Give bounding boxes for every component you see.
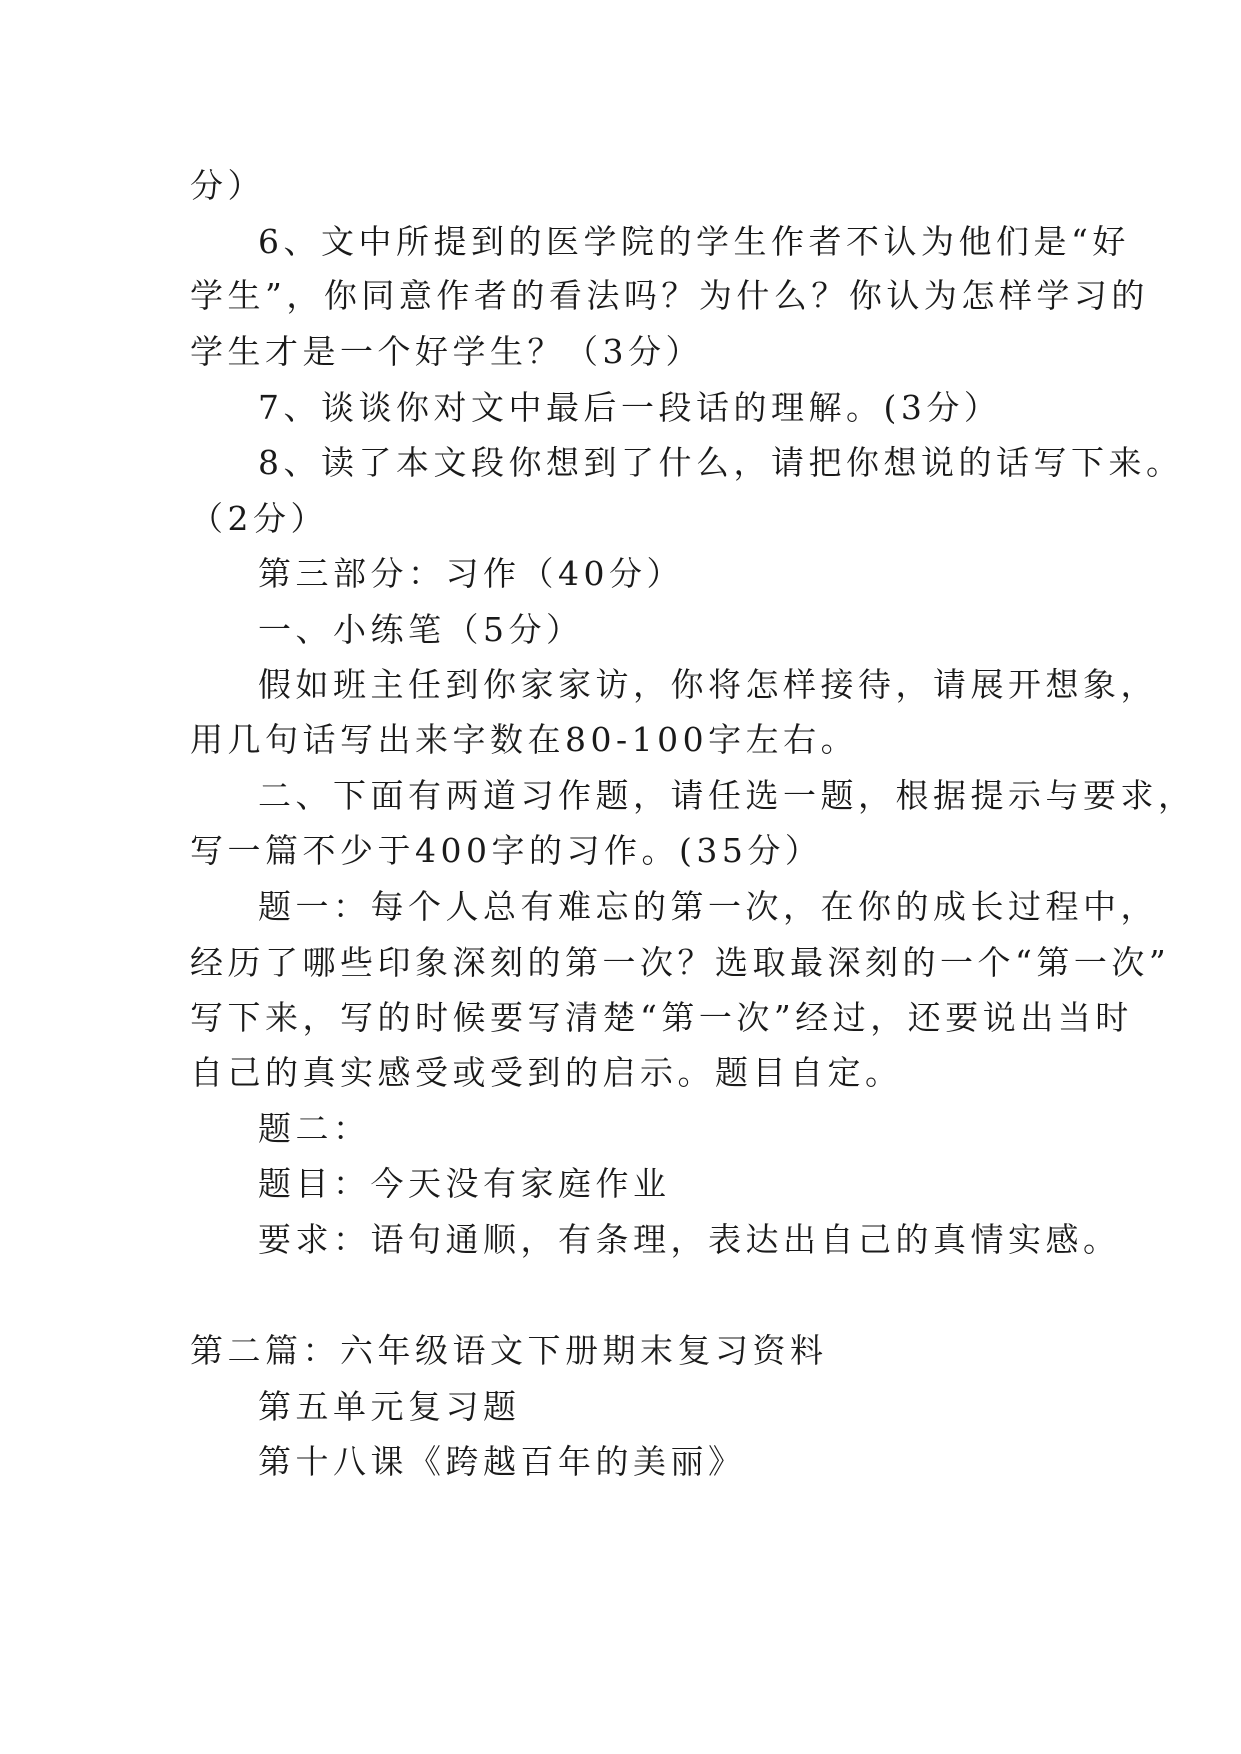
question-7: 7、谈谈你对文中最后一段话的理解。(3分）	[258, 388, 1002, 427]
topic-2-title: 题目：今天没有家庭作业	[258, 1164, 671, 1203]
exercise-1-line-2: 用几句话写出来字数在80-100字左右。	[190, 720, 859, 759]
question-6-line-2: 学生”，你同意作者的看法吗？为什么？你认为怎样学习的	[190, 276, 1149, 315]
topic-2-heading: 题二：	[258, 1109, 371, 1148]
topic-1-line-1: 题一：每个人总有难忘的第一次，在你的成长过程中，	[258, 887, 1158, 926]
topic-2-requirements: 要求：语句通顺，有条理，表达出自己的真情实感。	[258, 1220, 1121, 1259]
topic-1-line-3: 写下来，写的时候要写清楚“第一次”经过，还要说出当时	[190, 998, 1133, 1037]
subsection-heading-1: 一、小练笔（5分）	[258, 610, 584, 649]
question-6-line-3: 学生才是一个好学生？（3分）	[190, 332, 703, 371]
question-8-line-2: （2分）	[190, 499, 328, 538]
subsection-heading-2-line-2: 写一篇不少于400字的习作。(35分）	[190, 831, 823, 870]
text-line: 分）	[190, 166, 265, 205]
question-8-line-1: 8、读了本文段你想到了什么，请把你想说的话写下来。	[258, 443, 1184, 482]
unit-heading: 第五单元复习题	[258, 1387, 521, 1426]
article-title: 第二篇：六年级语文下册期末复习资料	[190, 1331, 828, 1370]
question-6-line-1: 6、文中所提到的医学院的学生作者不认为他们是“好	[258, 222, 1130, 261]
section-heading-part-3: 第三部分：习作（40分）	[258, 554, 684, 593]
lesson-heading: 第十八课《跨越百年的美丽》	[258, 1442, 746, 1481]
topic-1-line-2: 经历了哪些印象深刻的第一次？选取最深刻的一个“第一次”	[190, 943, 1171, 982]
topic-1-line-4: 自己的真实感受或受到的启示。题目自定。	[190, 1053, 903, 1092]
exercise-1-line-1: 假如班主任到你家家访，你将怎样接待，请展开想象，	[258, 665, 1158, 704]
subsection-heading-2-line-1: 二、下面有两道习作题，请任选一题，根据提示与要求，	[258, 776, 1196, 815]
